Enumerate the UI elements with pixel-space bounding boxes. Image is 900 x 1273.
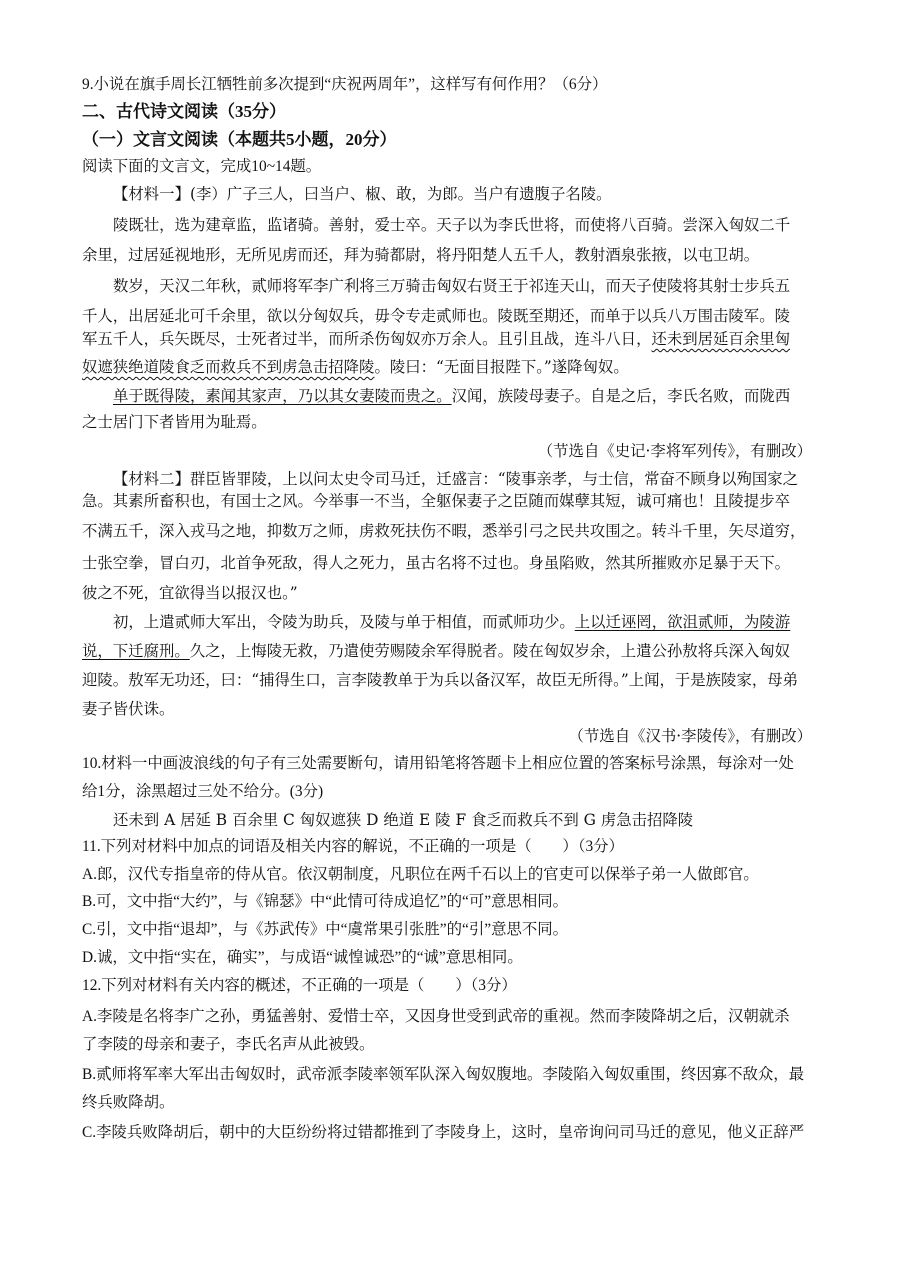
question-12-stem: 12.下列对材料有关内容的概述，不正确的一项是（ ）（3分） bbox=[82, 977, 517, 994]
plain-text: 。陵曰：“无面目报陛下。”遂降匈奴。 bbox=[374, 358, 629, 376]
material-two-line: 迎陵。敖军无功还，曰：“捕得生口，言李陵教单于为兵以备汉军，故臣无所得。”上闻，于是族陵家，母弟 bbox=[82, 671, 799, 689]
material-one-source: （节选自《史记·李将军列传》，有删改） bbox=[537, 442, 812, 460]
plain-text: 久之，上悔陵无救，乃遣使劳赐陵余军得脱者。陵在匈奴岁余，上遣公孙敖将兵深入匈奴 bbox=[189, 642, 790, 660]
plain-text: 初，上遣贰师大军出，令陵为助兵，及陵与单于相值，而贰师功少。 bbox=[113, 613, 575, 631]
question-11-option-c: C.引，文中指“退却”，与《苏武传》中“虞常果引张胜”的“引”意思不同。 bbox=[82, 921, 569, 938]
wavy-underlined-sentence: 还未到居延百余里匈 bbox=[651, 330, 790, 348]
material-two-line: 士张空拳，冒白刃，北首争死敌，得人之死力，虽古名将不过也。身虽陷败，然其所摧败亦足暴于天下。 bbox=[82, 554, 790, 572]
question-12-option-b: B.贰师将军率大军出击匈奴时，武帝派李陵率领军队深入匈奴腹地。李陵陷入匈奴重围，终因寡不敌众，最 bbox=[82, 1066, 805, 1083]
material-two-line bbox=[113, 612, 790, 632]
subsection-title: （一）文言文阅读（本题共5小题，20分） bbox=[82, 130, 397, 149]
plain-text: 军五千人，兵矢既尽，士死者过半，而所杀伤匈奴亦万余人。且引且战，连斗八日， bbox=[82, 330, 652, 348]
material-two-line bbox=[82, 641, 790, 661]
material-two-source: （节选自《汉书·李陵传》，有删改） bbox=[568, 727, 812, 745]
material-two-line: 【材料二】群臣皆罪陵，上以问太史令司马迁，迁盛言：“陵事亲孝，与士信，常奋不顾身以殉国家之 bbox=[113, 470, 799, 488]
question-11-option-a: A.郎，汉代专指皇帝的侍从官。依汉朝制度，凡职位在两千石以上的官吏可以保举子弟一人做郎官。 bbox=[82, 866, 759, 883]
underlined-sentence: 单于既得陵，素闻其家声，乃以其女妻陵而贵之。 bbox=[113, 387, 452, 405]
material-one-line: 千人，出居延北可千余里，欲以分匈奴兵，毋令专走贰师也。陵既至期还，而单于以兵八万围击陵军。陵 bbox=[82, 307, 790, 325]
material-one-line: 陵既壮，选为建章监，监诸骑。善射，爱士卒。天子以为李氏世将，而使将八百骑。尝深入匈奴二千 bbox=[113, 216, 791, 234]
question-11-option-b: B.可，文中指“大约”，与《锦瑟》中“此情可待成追忆”的“可”意思相同。 bbox=[82, 893, 569, 910]
material-one-line: 之士居门下者皆用为耻焉。 bbox=[82, 413, 267, 431]
question-9: 9.小说在旗手周长江牺牲前多次提到“庆祝两周年”，这样写有何作用？（6分） bbox=[82, 76, 608, 93]
question-12-option-a: A.李陵是名将李广之孙，勇猛善射、爱惜士卒，又因身世受到武帝的重视。然而李陵降胡之后，汉朝就杀 bbox=[82, 1008, 790, 1025]
question-10-stem: 给1分，涂黑超过三处不给分。(3分) bbox=[82, 783, 324, 800]
question-12-option-c: C.李陵兵败降胡后，朝中的大臣纷纷将过错都推到了李陵身上，这时，皇帝询问司马迁的意见，他义正辞严 bbox=[82, 1124, 805, 1141]
question-10-options: 还未到 A 居延 B 百余里 C 匈奴遮狭 D 绝道 E 陵 F 食乏而救兵不到 G 虏急击招降陵 bbox=[113, 811, 694, 829]
section-title: 二、古代诗文阅读（35分） bbox=[82, 102, 286, 121]
material-one-line: 【材料一】(李）广子三人，曰当户、椒、敢，为郎。当户有遗腹子名陵。 bbox=[113, 185, 612, 203]
question-11-stem: 11.下列对材料中加点的词语及相关内容的解说，不正确的一项是（ ）（3分） bbox=[82, 838, 624, 855]
material-two-line: 急。其素所畜积也，有国士之风。今举事一不当，全躯保妻子之臣随而媒孽其短，诚可痛也！且陵提步卒 bbox=[82, 492, 790, 510]
material-two-line: 彼之不死，宜欲得当以报汉也。” bbox=[82, 584, 298, 602]
material-two-line: 妻子皆伏诛。 bbox=[82, 700, 175, 718]
wavy-underlined-sentence: 奴遮狭绝道陵食乏而救兵不到虏急击招降陵 bbox=[82, 358, 375, 376]
question-12-option-b: 终兵败降胡。 bbox=[82, 1094, 175, 1111]
material-one-line: 数岁，天汉二年秋，贰师将军李广利将三万骑击匈奴右贤王于祁连天山，而天子使陵将其射士步兵五 bbox=[113, 277, 791, 295]
plain-text: 汉闻，族陵母妻子。自是之后，李氏名败，而陇西 bbox=[451, 387, 791, 405]
question-12-option-a: 了李陵的母亲和妻子，李氏名声从此被毁。 bbox=[82, 1036, 375, 1053]
reading-instruction: 阅读下面的文言文，完成10~14题。 bbox=[82, 158, 322, 175]
material-two-line: 不满五千，深入戎马之地，抑数万之师，虏救死扶伤不暇，悉举引弓之民共攻围之。转斗千里，矢尽道穷， bbox=[82, 522, 806, 540]
underlined-sentence: 上以迁诬罔，欲沮贰师，为陵游 bbox=[574, 613, 791, 631]
material-one-line bbox=[82, 357, 629, 377]
question-10-stem: 10.材料一中画波浪线的句子有三处需要断句，请用铅笔将答题卡上相应位置的答案标号涂黑，每涂对一处 bbox=[82, 755, 794, 772]
underlined-sentence: 说，下迁腐刑。 bbox=[82, 642, 190, 660]
material-one-line: 余里，过居延视地形，无所见虏而还，拜为骑都尉，将丹阳楚人五千人，教射酒泉张掖，以屯卫胡。 bbox=[82, 246, 760, 264]
material-one-line bbox=[82, 329, 790, 349]
material-one-line bbox=[113, 386, 790, 406]
question-11-option-d: D.诚，文中指“实在，确实”，与成语“诚惶诚恐”的“诚”意思相同。 bbox=[82, 949, 523, 966]
